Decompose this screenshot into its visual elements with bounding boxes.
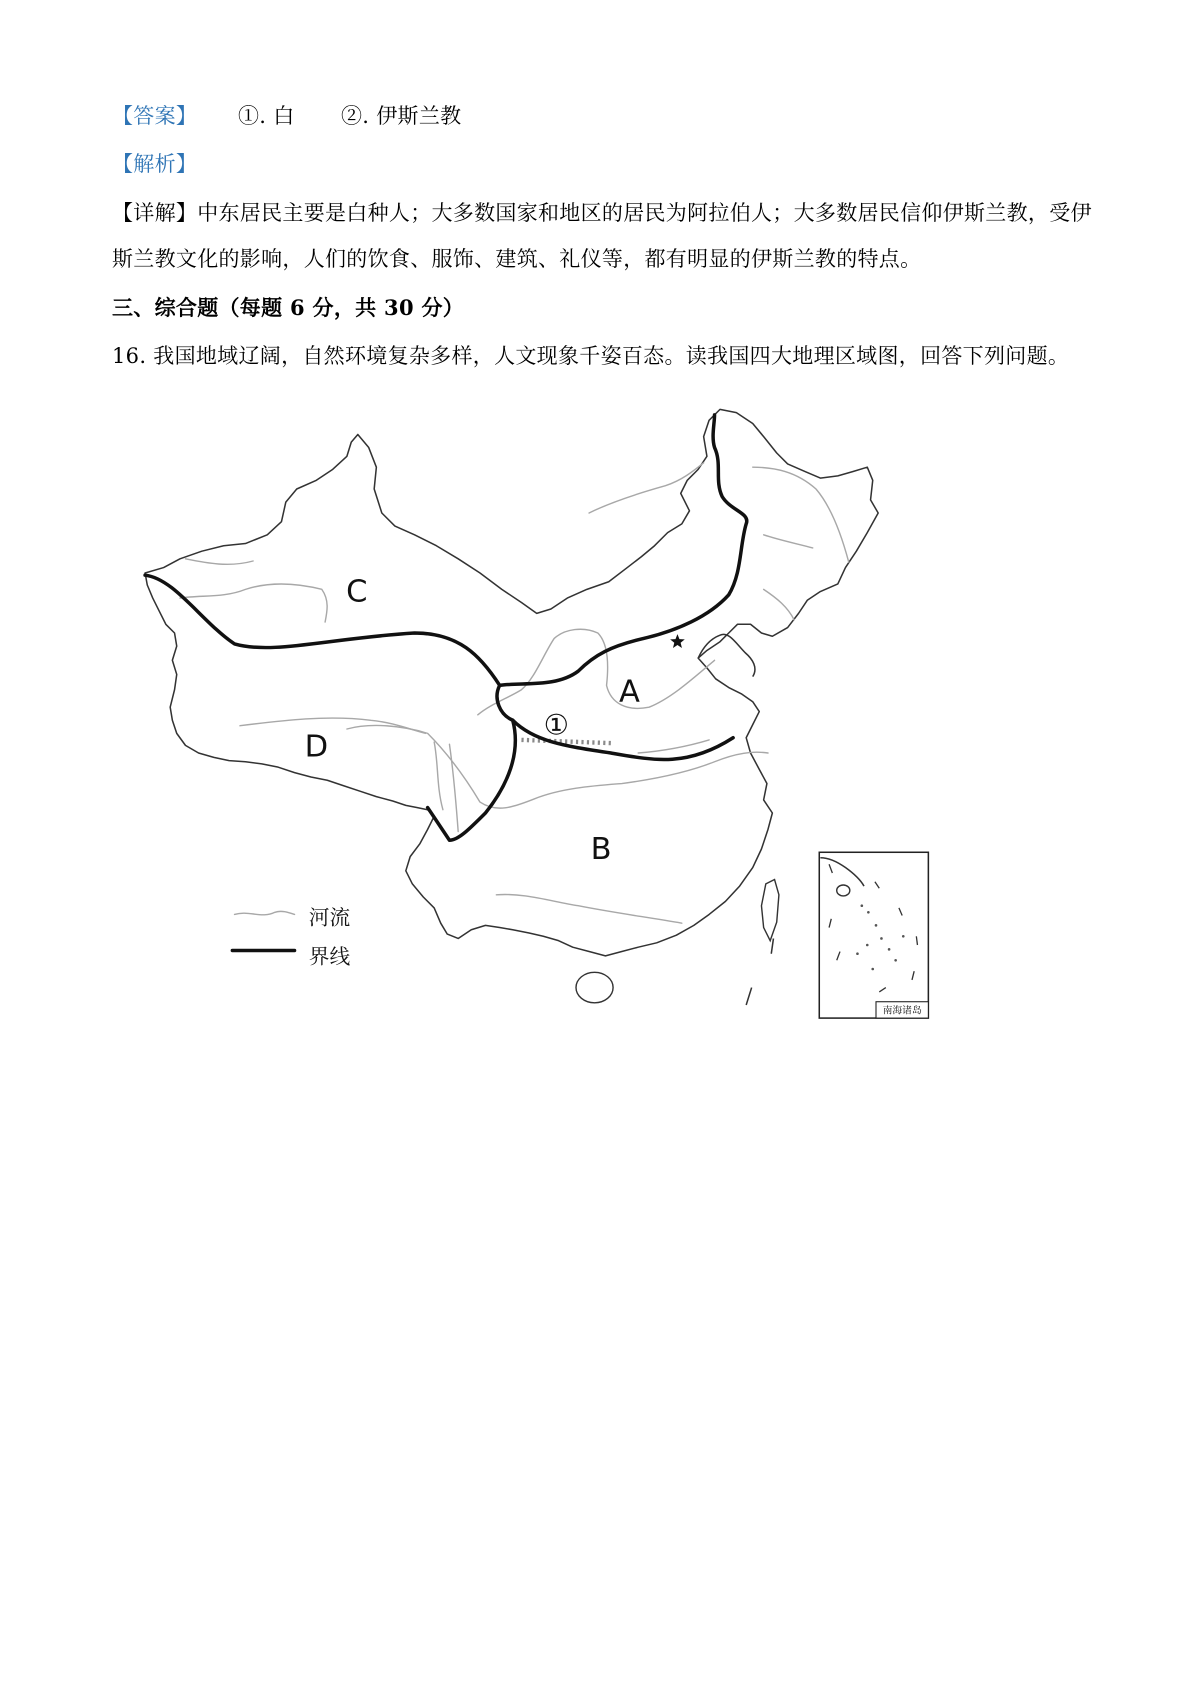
boundary-north-northwest (500, 415, 747, 686)
river-xinjiang-north (185, 559, 253, 565)
answer-row (112, 104, 197, 128)
detail-line-2: 斯兰教文化的影响，人们的饮食、服饰、建筑、礼仪等，都有明显的伊斯兰教的特点。 (112, 247, 922, 271)
answer-item-2: ②. 伊斯兰教 (341, 104, 462, 128)
region-label-b: B (590, 831, 612, 867)
answer-label: 【答案】 (112, 104, 198, 128)
river-liao (764, 589, 795, 620)
taiwan-island (761, 880, 778, 941)
river-songhua (753, 467, 849, 562)
river-huai (638, 740, 709, 753)
inset-frame (819, 852, 928, 1018)
region-label-d: D (304, 729, 329, 765)
answer-item-1: ①. 白 (238, 104, 295, 128)
bohai-coast (698, 634, 755, 676)
outer-dash-line (746, 938, 773, 1005)
river-yarlung (240, 718, 425, 733)
legend-river-label: 河流 (308, 905, 351, 930)
boundary-marker-west (497, 685, 513, 720)
boundary-southwest (428, 720, 516, 840)
river-lancang (449, 744, 458, 831)
detail-text-1: 中东居民主要是白种人；大多数国家和地区的居民为阿拉伯人；大多数居民信仰伊斯兰教，受伊 (197, 201, 1092, 225)
region-label-a: A (619, 674, 640, 710)
south-china-sea-inset (819, 852, 928, 1018)
region-label-c: C (346, 574, 368, 610)
marker-label-1: ① (543, 708, 570, 742)
river-nujiang (434, 742, 443, 810)
inset-label: 南海诸岛 (882, 1005, 922, 1017)
river-nenjiang (764, 535, 813, 548)
river-pearl (496, 894, 681, 923)
analysis-label: 【解析】 (112, 152, 198, 176)
hainan-island (576, 972, 613, 1003)
boundary-northwest (145, 575, 500, 685)
detail-line-1 (112, 201, 1092, 225)
capital-star-icon (670, 634, 685, 648)
question-16: 16. 我国地域辽阔，自然环境复杂多样，人文现象千姿百态。读我国四大地理区域图，回答下列问题。 (112, 344, 1070, 368)
legend-boundary-label: 界线 (308, 944, 351, 969)
legend-river-symbol (235, 911, 295, 914)
section-heading: 三、综合题（每题 6 分，共 30 分） (112, 295, 465, 320)
detail-label: 【详解】 (112, 201, 198, 225)
